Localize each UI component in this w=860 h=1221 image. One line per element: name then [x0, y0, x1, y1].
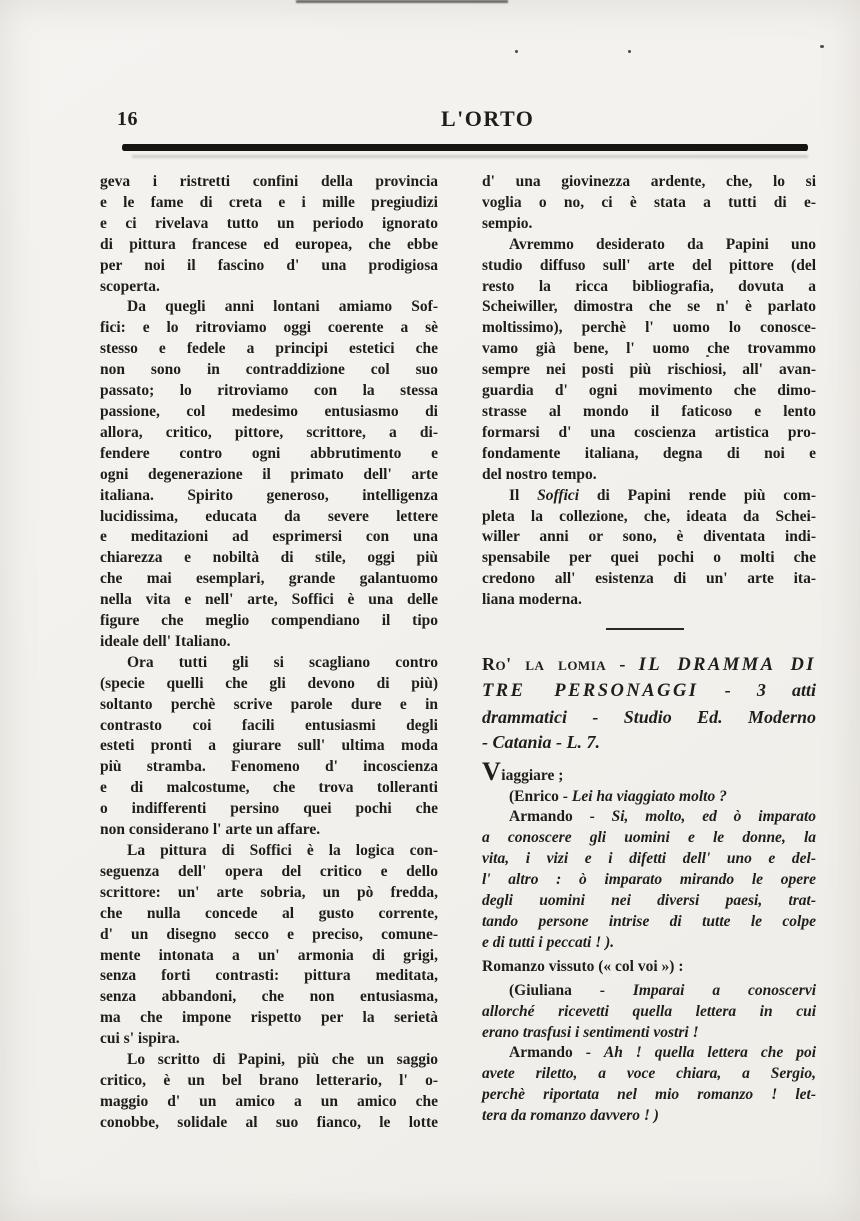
- text-line: [482, 849, 816, 870]
- text-segment: Soffici: [537, 486, 580, 504]
- text-segment: che nulla concede al gusto corrente,: [100, 904, 438, 922]
- text-segment: drammatici - Studio Ed. Moderno: [482, 706, 816, 727]
- text-line: [100, 214, 438, 235]
- paragraph: [482, 807, 816, 953]
- text-segment: Lo scritto di Papini, più che un saggio: [127, 1051, 438, 1069]
- text-segment: iaggiare ;: [501, 766, 564, 784]
- text-line: [482, 423, 816, 444]
- paragraph: [482, 787, 816, 808]
- text-segment: Ora tutti gli si scagliano contro: [127, 653, 438, 671]
- text-line: [482, 507, 816, 528]
- text-line: [482, 957, 816, 978]
- paragraph: [100, 297, 438, 652]
- text-line: [482, 402, 816, 423]
- text-segment: fondamente italiana, degna di noi e: [482, 444, 816, 462]
- paragraph: [482, 486, 816, 611]
- text-line: [482, 756, 816, 787]
- text-line: [482, 678, 816, 704]
- text-line: [100, 653, 438, 674]
- text-line: [100, 360, 438, 381]
- text-segment: Avremmo desiderato da Papini uno: [509, 235, 816, 253]
- text-line: [100, 987, 438, 1008]
- text-line: [482, 652, 816, 678]
- text-line: [482, 933, 816, 954]
- text-segment: tando persone intrise di tutte le colpe: [482, 913, 816, 930]
- text-segment: ideale dell' Italiano.: [100, 632, 231, 650]
- text-segment: Si, molto, ed ò imparato: [611, 808, 816, 826]
- paragraph: [482, 981, 816, 1044]
- column-right: [482, 172, 816, 1127]
- paragraph: [100, 653, 438, 841]
- text-line: [100, 632, 438, 653]
- text-line: [100, 695, 438, 716]
- text-line: [482, 297, 816, 318]
- paragraph: [100, 1050, 438, 1134]
- text-segment: italiana. Spirito generoso, intelligenza: [100, 486, 438, 504]
- text-segment: allorché ricevetti quella lettera in cui: [482, 1002, 816, 1020]
- text-segment: contrasto coi facili entusiasmi degli: [100, 716, 438, 734]
- text-segment: chiarezza e nobiltà di stile, oggi più: [100, 549, 438, 567]
- text-segment: lucidissima, educata da severe lettere: [100, 507, 438, 525]
- text-segment: o indifferenti persino quei pochi che: [100, 800, 438, 818]
- text-line: [100, 757, 438, 778]
- text-line: [100, 1092, 438, 1113]
- text-segment: stesso e fedele a principi estetici che: [100, 340, 438, 358]
- text-segment: (specie quelli che gli devono di più): [100, 674, 438, 692]
- text-line: [100, 946, 438, 967]
- text-segment: Il: [509, 486, 538, 504]
- text-line: [100, 1008, 438, 1029]
- text-line: [100, 486, 438, 507]
- text-segment: willer anni or sono, è diventata indi-: [482, 528, 816, 546]
- text-line: [482, 870, 816, 891]
- text-line: [482, 465, 816, 486]
- column-left: [100, 172, 438, 1134]
- text-line: [100, 862, 438, 883]
- text-segment: vita, i vizi e i difetti dell' uno e del-: [482, 850, 816, 868]
- text-line: [100, 277, 438, 298]
- text-line: [100, 548, 438, 569]
- scan-artifact-streak: [296, 0, 508, 3]
- text-line: [100, 465, 438, 486]
- text-segment: nella vita e nell' arte, Soffici è una delle: [100, 591, 438, 609]
- text-segment: passato; lo ritroviamo con la stessa: [100, 382, 438, 400]
- text-segment: perchè riportata nel mio romanzo ! let-: [482, 1086, 816, 1104]
- text-line: [482, 486, 816, 507]
- text-segment: e le fame di creta e i mille pregiudizi: [100, 193, 438, 211]
- text-line: [100, 339, 438, 360]
- text-line: [100, 402, 438, 423]
- text-line: [482, 981, 816, 1002]
- text-line: [482, 235, 816, 256]
- text-line: [482, 1106, 816, 1127]
- text-segment: seguenza dell' opera del critico e dello: [100, 862, 438, 880]
- text-line: [100, 423, 438, 444]
- text-segment: non considerano l' arte un affare.: [100, 821, 321, 839]
- text-segment: voglia o no, ci è stata a tutti di e-: [482, 193, 816, 211]
- text-line: [100, 172, 438, 193]
- text-segment: La pittura di Soffici è la logica con-: [127, 842, 438, 859]
- text-line: [100, 966, 438, 987]
- text-segment: Ah ! quella lettera che poi: [603, 1044, 817, 1062]
- paragraph: [482, 235, 816, 486]
- text-line: [482, 730, 816, 755]
- text-segment: a conoscere gli uomini e le donne, la: [482, 829, 816, 847]
- text-segment: vamo già bene, l' uomo che trovammo: [482, 340, 816, 358]
- text-segment: tera da romanzo davvero ! ): [482, 1107, 659, 1125]
- text-segment: e di tutti i peccati ! ).: [482, 933, 615, 951]
- text-line: [100, 883, 438, 904]
- text-line: [100, 1113, 438, 1134]
- text-line: [482, 277, 816, 298]
- text-line: [100, 193, 438, 214]
- review-heading: [482, 652, 816, 756]
- text-line: [100, 444, 438, 465]
- text-line: [482, 548, 816, 569]
- text-segment: liana moderna.: [482, 591, 582, 609]
- text-line: [100, 841, 438, 862]
- text-segment: spensabile per quei pochi o molti che: [482, 549, 816, 567]
- text-segment: Armando -: [509, 1044, 604, 1062]
- text-segment: allora, critico, pittore, scrittore, a di-: [100, 423, 438, 441]
- text-line: [100, 1029, 438, 1050]
- text-line: [100, 297, 438, 318]
- text-line: [482, 807, 816, 828]
- text-segment: pleta la collezione, che, ideata da Schei-: [482, 507, 816, 525]
- text-line: [482, 1085, 816, 1106]
- text-line: [100, 590, 438, 611]
- text-line: [482, 569, 816, 590]
- text-line: [482, 256, 816, 277]
- text-line: [100, 527, 438, 548]
- text-segment: e ci rivelava tutto un periodo ignorato: [100, 214, 438, 232]
- text-line: [482, 444, 816, 465]
- text-segment: Scheiwiller, dimostra che se n' è parlato: [482, 298, 816, 316]
- text-segment: Imparai a conoscervi: [632, 981, 817, 999]
- text-line: [100, 569, 438, 590]
- text-line: [482, 912, 816, 933]
- text-segment: TRE PERSONAGGI: [482, 681, 699, 702]
- text-segment: geva i ristretti confini della provincia: [100, 173, 438, 190]
- text-segment: figure che meglio compendiano il tipo: [100, 612, 438, 630]
- text-segment: - Catania - L. 7.: [482, 732, 601, 753]
- text-segment: moltissimo), perchè l' uomo lo conosce-: [482, 319, 816, 337]
- header-rule-ghost: [132, 155, 808, 158]
- text-segment: (Giuliana -: [509, 981, 633, 999]
- text-line: [100, 674, 438, 695]
- scan-artifact-speck: [515, 50, 518, 53]
- text-line: [100, 235, 438, 256]
- text-line: [482, 1064, 816, 1085]
- text-segment: Da quegli anni lontani amiamo Sof-: [127, 298, 438, 316]
- text-segment: erano trasfusi i sentimenti vostri !: [482, 1023, 699, 1041]
- paragraph: [482, 1043, 816, 1127]
- text-line: [100, 256, 438, 277]
- text-segment: fici: e lo ritroviamo oggi coerente a sè: [100, 319, 438, 337]
- text-line: [482, 527, 816, 548]
- text-line: [482, 1002, 816, 1023]
- text-segment: -: [606, 654, 639, 675]
- text-line: [100, 1050, 438, 1071]
- journal-title: L'ORTO: [441, 106, 535, 131]
- scan-artifact-speck: [820, 45, 824, 48]
- text-line: [482, 381, 816, 402]
- text-segment: resto la ricca bibliografia, dovuta a: [482, 277, 816, 295]
- paragraph: [100, 841, 438, 1050]
- text-segment: per noi il fascino d' una prodigiosa: [100, 256, 438, 274]
- scan-artifact-speck: [628, 50, 631, 53]
- text-line: [482, 705, 816, 730]
- text-segment: IL DRAMMA DI: [638, 655, 816, 676]
- header-rule: [122, 144, 808, 151]
- text-segment: [699, 680, 725, 700]
- text-segment: guardia d' ogni movimento che dimo-: [482, 382, 816, 400]
- text-segment: ogni degenerazione il primato dell' arte: [100, 465, 438, 483]
- text-line: [482, 1023, 816, 1044]
- text-line: [482, 828, 816, 849]
- text-segment: degli uomini nei diversi paesi, trat-: [482, 892, 816, 910]
- text-segment: d' una giovinezza ardente, che, lo si: [482, 173, 816, 190]
- text-segment: ma che impone rispetto per la serietà: [100, 1009, 438, 1027]
- text-line: [100, 799, 438, 820]
- text-segment: di Papini rende più com-: [579, 486, 816, 504]
- text-segment: Ro' la lomia: [482, 654, 607, 675]
- text-line: [100, 507, 438, 528]
- text-segment: maggio d' un amico a un amico che: [100, 1092, 438, 1110]
- text-segment: Armando -: [509, 808, 612, 826]
- text-line: [482, 339, 816, 360]
- text-segment: passione, col medesimo entusiasmo di: [100, 402, 438, 420]
- text-segment: sempre nei posti più rischiosi, all' avan-: [482, 361, 816, 379]
- paragraph: [482, 756, 816, 787]
- text-segment: credono all' esistenza di un' arte ita-: [482, 570, 816, 588]
- paragraph: [482, 172, 816, 235]
- text-line: [100, 318, 438, 339]
- text-line: [100, 381, 438, 402]
- text-segment: e meditazioni ad esprimersi con una: [100, 528, 438, 546]
- text-segment: (Enrico -: [509, 787, 572, 805]
- text-line: [100, 736, 438, 757]
- text-segment: senza forti contrasti: pittura meditata,: [100, 967, 438, 985]
- text-line: [100, 925, 438, 946]
- text-segment: studio diffuso sull' arte del pittore (del: [482, 256, 816, 274]
- text-line: [482, 590, 816, 611]
- drop-capital: V: [482, 756, 502, 786]
- text-segment: di pittura francese ed europea, che ebbe: [100, 235, 438, 253]
- text-line: [100, 778, 438, 799]
- page-number: 16: [117, 108, 138, 130]
- text-segment: avete riletto, a voce chiara, a Sergio,: [482, 1065, 816, 1083]
- text-line: [100, 1071, 438, 1092]
- text-segment: - 3 atti: [724, 680, 817, 701]
- text-line: [482, 172, 816, 193]
- text-segment: senza abbandoni, che non entusiasma,: [100, 988, 438, 1006]
- text-segment: l' altro : ò imparato mirando le opere: [482, 871, 816, 889]
- text-segment: strasse al mondo il faticoso e lento: [482, 402, 816, 420]
- text-segment: Lei ha viaggiato molto ?: [571, 787, 727, 805]
- text-line: [482, 787, 816, 808]
- text-segment: Romanzo vissuto (« col voi ») :: [482, 957, 684, 975]
- section-divider: [606, 628, 684, 630]
- text-segment: critico, è un bel brano letterario, l' o-: [100, 1071, 438, 1089]
- text-line: [482, 1043, 816, 1064]
- text-segment: soltanto perchè scrive parole dure e in: [100, 695, 438, 713]
- text-segment: fendere contro ogni abbrutimento e: [100, 444, 438, 462]
- text-segment: mente intonata a un' armonia di grigi,: [100, 946, 438, 964]
- text-line: [100, 716, 438, 737]
- paragraph: [100, 172, 438, 297]
- text-line: [100, 904, 438, 925]
- text-segment: cui s' ispira.: [100, 1030, 180, 1048]
- text-segment: del nostro tempo.: [482, 465, 597, 483]
- paragraph: [482, 957, 816, 978]
- text-segment: che mai esemplari, grande galantuomo: [100, 570, 438, 588]
- text-line: [482, 318, 816, 339]
- text-line: [100, 611, 438, 632]
- text-segment: esteti pronti a giurare sull' ultima moda: [100, 737, 438, 755]
- text-segment: non sono in contraddizione col suo: [100, 361, 438, 379]
- text-segment: scoperta.: [100, 277, 160, 295]
- text-segment: sempio.: [482, 214, 533, 232]
- text-line: [482, 214, 816, 235]
- text-segment: e di malcostume, che trova tolleranti: [100, 779, 438, 797]
- text-segment: scrittore: un' arte sobria, un pò fredda,: [100, 883, 438, 901]
- text-segment: d' un disegno secco e preciso, comune-: [100, 925, 438, 943]
- text-line: [100, 820, 438, 841]
- text-segment: conobbe, solidale al suo fianco, le lotte: [100, 1113, 438, 1131]
- text-segment: più stramba. Fenomeno d' incoscienza: [100, 758, 438, 776]
- text-segment: formarsi d' una coscienza artistica pro-: [482, 423, 816, 441]
- text-line: [482, 891, 816, 912]
- text-line: [482, 193, 816, 214]
- text-line: [482, 360, 816, 381]
